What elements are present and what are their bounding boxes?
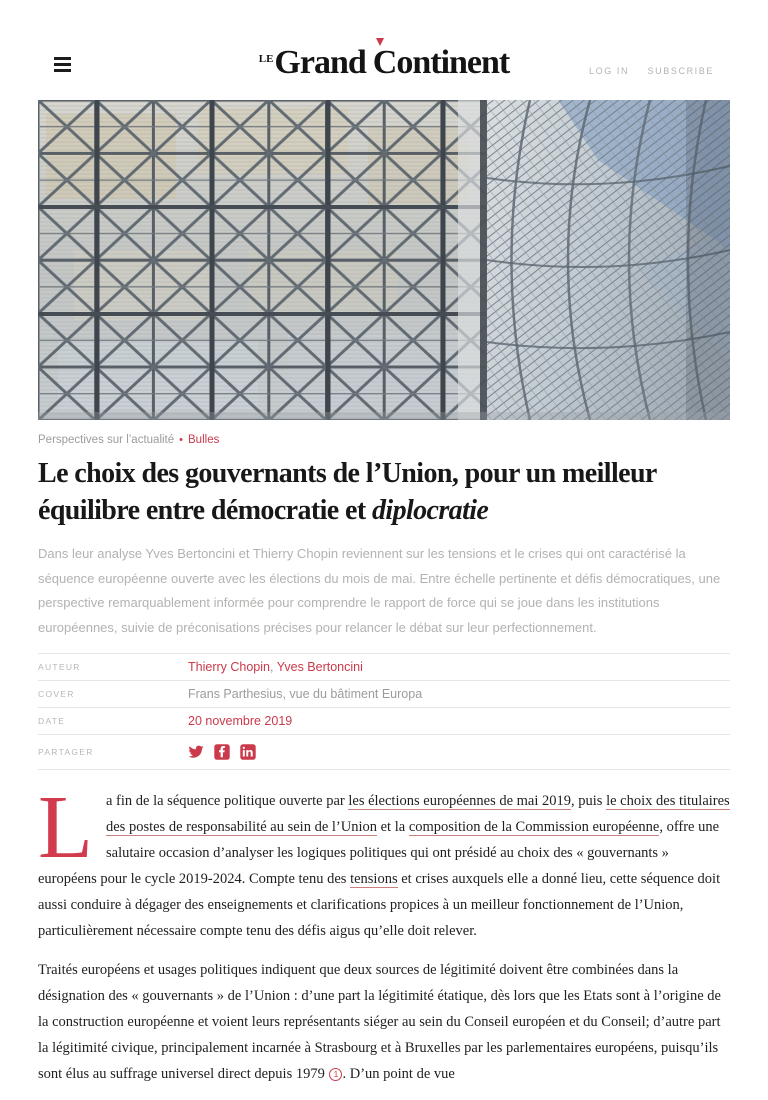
logo-word-grand: Grand <box>274 44 366 81</box>
inline-text: , puis <box>571 793 607 809</box>
page-title <box>38 455 730 529</box>
europa-building-photo <box>38 100 730 420</box>
article-body <box>38 778 730 1087</box>
inline-text: Traités européens et usages politiques indiquent que deux sources de légitimité doivent être combinées dans la désignation des « gouvernants » de l’Union : d’une part la légitimité étatique, dès lors que les Etats sont à l’origine de la construction européenne et voient leurs représentants siéger au sein du Conseil européen et du Conseil; d’autre part la légitimité civique, principalement incarnée à Strasbourg et à Bruxelles par les parlementaires européens, puisqu’ils sont élus au suffrage universel direct depuis 1979 <box>38 962 721 1082</box>
share-linkedin-icon[interactable] <box>240 744 256 760</box>
inline-text: et la <box>377 819 409 835</box>
hero-image <box>38 100 730 420</box>
meta-label-partager: PARTAGER <box>38 747 94 757</box>
paragraph-1-text <box>38 793 730 939</box>
site-header <box>0 0 768 100</box>
meta-label-cover: COVER <box>38 689 75 699</box>
inline-text: , <box>269 660 277 674</box>
inline-link[interactable]: les élections européennes de mai 2019 <box>348 793 572 809</box>
dropcap: L <box>38 778 93 877</box>
header-nav <box>575 61 714 79</box>
inline-link[interactable]: tensions <box>350 871 398 887</box>
share-facebook-icon[interactable] <box>214 744 230 760</box>
inline-text: et crises auxquels elle a donné lieu, cette séquence doit aussi conduire à dégager des enseignements et clarifications propices à un meilleur fonctionnement de l’Union, particulièrement nécessaire compte tenu des défis aigus qu’elle doit relever. <box>38 871 721 939</box>
article-lede: Dans leur analyse Yves Bertoncini et Thierry Chopin reviennent sur les tensions et le crises qui ont caractérisé la séquence européenne ouverte avec les élections du mois de mai. Entre échelle pertinente et défis démocratiques, une perspective remarquablement informée pour comprendre le rapport de force qui se joue dans les institutions européennes, suivie de préconisations précises pour relancer le débat sur leur perfectionnement. <box>38 546 721 635</box>
meta-value-authors <box>188 660 363 674</box>
inline-link[interactable]: Thierry Chopin <box>188 660 270 674</box>
page-title-text: Le choix des gouvernants de l’Union, pour un meilleur équilibre entre démocratie et <box>38 458 657 526</box>
meta-row-date <box>38 708 730 735</box>
meta-value-cover: Frans Parthesius, vue du bâtiment Europa <box>188 687 423 701</box>
footnote-marker[interactable]: 1 <box>329 1068 342 1081</box>
meta-label-date: DATE <box>38 716 66 726</box>
share-icons <box>188 741 256 763</box>
share-twitter-icon[interactable] <box>188 744 204 760</box>
meta-label-auteur: AUTEUR <box>38 662 81 672</box>
meta-value-date[interactable]: 20 novembre 2019 <box>188 714 293 728</box>
inline-text: , offre une salutaire occasion d’analyser les logiques politiques qui ont présidé au choix des « gouvernants » européens pour le cycle 2019-2024. Compte tenu des <box>38 819 720 887</box>
logo-word-continent-text: Continent <box>372 44 510 81</box>
logo-word-continent <box>373 44 509 81</box>
inline-link[interactable]: le choix des titulaires des postes de responsabilité au sein de l’Union <box>105 793 730 835</box>
inline-link[interactable]: composition de la Commission européenne <box>408 819 660 835</box>
page-title-italic: diplocratie <box>371 495 489 526</box>
inline-text: a fin de la séquence politique ouverte par <box>105 793 349 809</box>
logo-le: LE <box>258 53 274 65</box>
login-link[interactable]: LOG IN <box>589 66 630 76</box>
breadcrumb-separator: • <box>179 434 184 446</box>
meta-row-author <box>38 654 730 681</box>
inline-link[interactable]: Yves Bertoncini <box>276 660 363 674</box>
meta-table <box>38 653 730 770</box>
breadcrumb-category[interactable]: Bulles <box>188 434 220 446</box>
meta-row-share <box>38 735 730 770</box>
article-paragraph-2 <box>38 957 730 1087</box>
logo-accent-icon <box>376 38 384 46</box>
inline-text: . D’un point de vue <box>342 1066 455 1082</box>
meta-row-cover <box>38 681 730 708</box>
breadcrumb <box>38 434 730 446</box>
breadcrumb-section[interactable]: Perspectives sur l’actualité <box>38 434 175 446</box>
article-paragraph-1 <box>38 778 730 944</box>
subscribe-link[interactable]: SUBSCRIBE <box>647 66 714 76</box>
